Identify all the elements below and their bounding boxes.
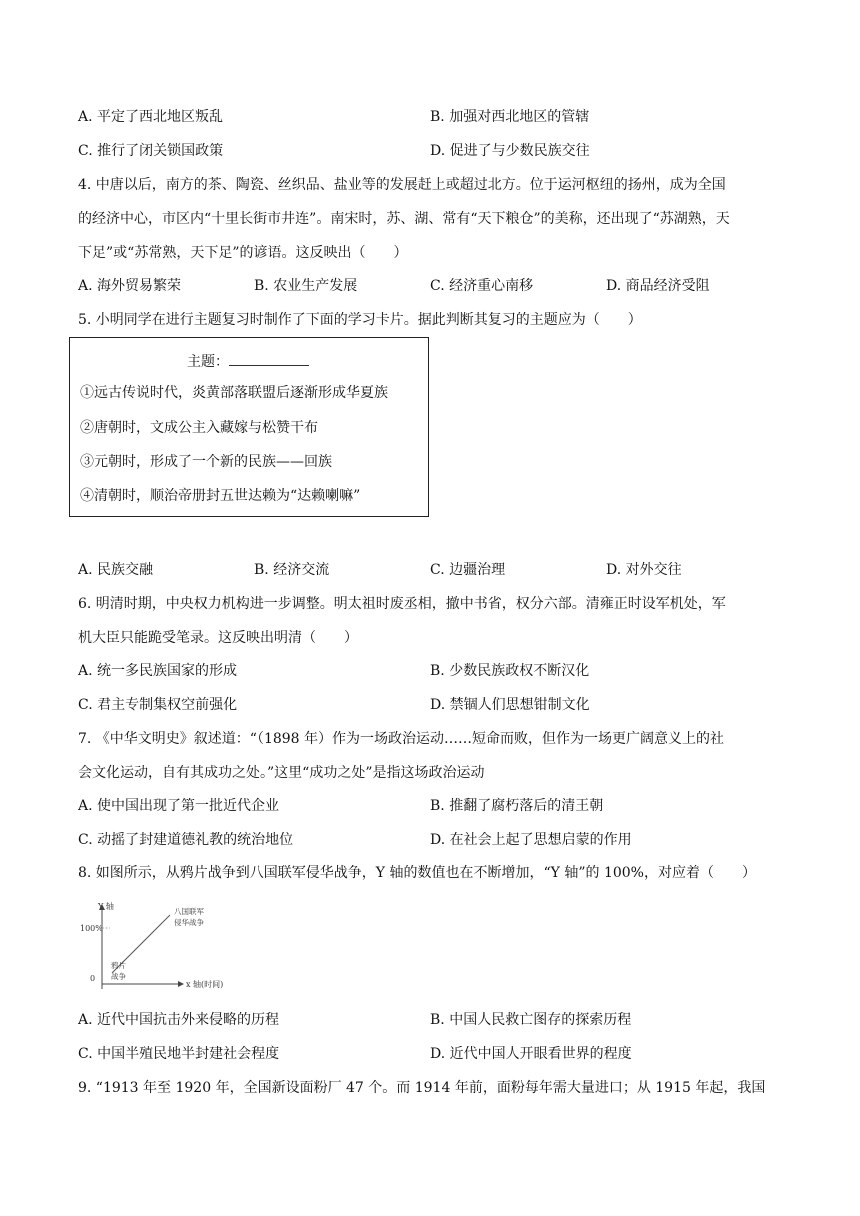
q6-option-a: A. 统一多民族国家的形成 — [78, 663, 238, 679]
q4-stem-line3: 下足”或“苏常熟，天下足”的谚语。这反映出（ ） — [78, 245, 408, 261]
q7-option-b: B. 推翻了腐朽落后的清王朝 — [430, 798, 604, 814]
q7-option-a: A. 使中国出现了第一批近代企业 — [78, 798, 280, 814]
q8-option-a: A. 近代中国抗击外来侵略的历程 — [78, 1012, 280, 1028]
q8-stem: 8. 如图所示，从鸦片战争到八国联军侵华战争，Y 轴的数值也在不断增加，“Y 轴”的 100%，对应着（ ） — [78, 865, 756, 881]
q7-option-c: C. 动摇了封建道德礼教的统治地位 — [78, 832, 294, 848]
start-label-line2: 战争 — [111, 972, 126, 981]
q8-option-c: C. 中国半殖民地半封建社会程度 — [78, 1046, 280, 1062]
y-axis-label: Y 轴 — [98, 902, 114, 911]
card-item-4: ④清朝时，顺治帝册封五世达赖为“达赖喇嘛” — [80, 488, 361, 504]
q7-stem-line2: 会文化运动，自有其成功之处。”这里“成功之处”是指这场政治运动 — [78, 765, 485, 781]
q8-chart — [78, 895, 258, 995]
y-tick-100: 100% — [80, 924, 103, 933]
q5-stem: 5. 小明同学在进行主题复习时制作了下面的学习卡片。据此判断其复习的主题应为（ ） — [78, 312, 642, 328]
q3-option-d: D. 促进了与少数民族交往 — [430, 143, 590, 159]
q3-option-b: B. 加强对西北地区的管辖 — [430, 109, 590, 125]
q4-option-d: D. 商品经济受阻 — [606, 278, 710, 294]
study-card — [69, 337, 429, 517]
q3-option-a: A. 平定了西北地区叛乱 — [78, 109, 224, 125]
end-label-line2: 侵华战争 — [174, 918, 204, 927]
card-title-blank — [229, 351, 309, 366]
q5-option-b: B. 经济交流 — [254, 562, 330, 578]
card-item-1: ①远古传说时代，炎黄部落联盟后逐渐形成华夏族 — [80, 385, 388, 401]
q5-option-c: C. 边疆治理 — [430, 562, 506, 578]
q4-stem-line2: 的经济中心，市区内“十里长街市井连”。南宋时，苏、湖、常有“天下粮仓”的美称，还出现了“苏湖熟，天 — [78, 211, 730, 227]
start-label-line1: 鸦片 — [111, 961, 126, 970]
x-axis-label: x 轴(时间) — [186, 980, 224, 989]
q7-option-d: D. 在社会上起了思想启蒙的作用 — [430, 832, 632, 848]
q4-option-c: C. 经济重心南移 — [430, 278, 534, 294]
q6-option-c: C. 君主专制集权空前强化 — [78, 697, 238, 713]
card-item-3: ③元朝时，形成了一个新的民族——回族 — [80, 454, 332, 470]
q3-option-c: C. 推行了闭关锁国政策 — [78, 143, 224, 159]
q6-option-b: B. 少数民族政权不断汉化 — [430, 663, 590, 679]
q6-option-d: D. 禁锢人们思想钳制文化 — [430, 697, 590, 713]
q6-stem-line1: 6. 明清时期，中央权力机构进一步调整。明太祖时废丞相，撤中书省，权分六部。清雍正时设军机处，军 — [78, 596, 726, 612]
q4-stem-line1: 4. 中唐以后，南方的茶、陶瓷、丝织品、盐业等的发展赶上或超过北方。位于运河枢纽的扬州，成为全国 — [78, 177, 726, 193]
q7-stem-line1: 7. 《中华文明史》叙述道：“（1898 年）作为一场政治运动……短命而败，但作为一场更广阔意义上的社 — [78, 731, 725, 747]
card-title-label: 主题： — [187, 354, 229, 370]
card-title — [187, 351, 309, 371]
q4-option-b: B. 农业生产发展 — [254, 278, 358, 294]
q4-option-a: A. 海外贸易繁荣 — [78, 278, 182, 294]
end-label-line1: 八国联军 — [174, 907, 204, 916]
y-tick-0: 0 — [90, 974, 96, 983]
q9-stem-line1: 9. “1913 年至 1920 年，全国新设面粉厂 47 个。而 1914 年前，面粉每年需大量进口；从 1915 年起，我国 — [78, 1080, 766, 1096]
q8-option-d: D. 近代中国人开眼看世界的程度 — [430, 1046, 632, 1062]
q5-option-a: A. 民族交融 — [78, 562, 154, 578]
q5-option-d: D. 对外交往 — [606, 562, 682, 578]
q8-chart-svg — [78, 895, 258, 995]
q8-option-b: B. 中国人民救亡图存的探索历程 — [430, 1012, 632, 1028]
q6-stem-line2: 机大臣只能跪受笔录。这反映出明清（ ） — [78, 630, 358, 646]
card-item-2: ②唐朝时，文成公主入藏嫁与松赞干布 — [80, 420, 318, 436]
